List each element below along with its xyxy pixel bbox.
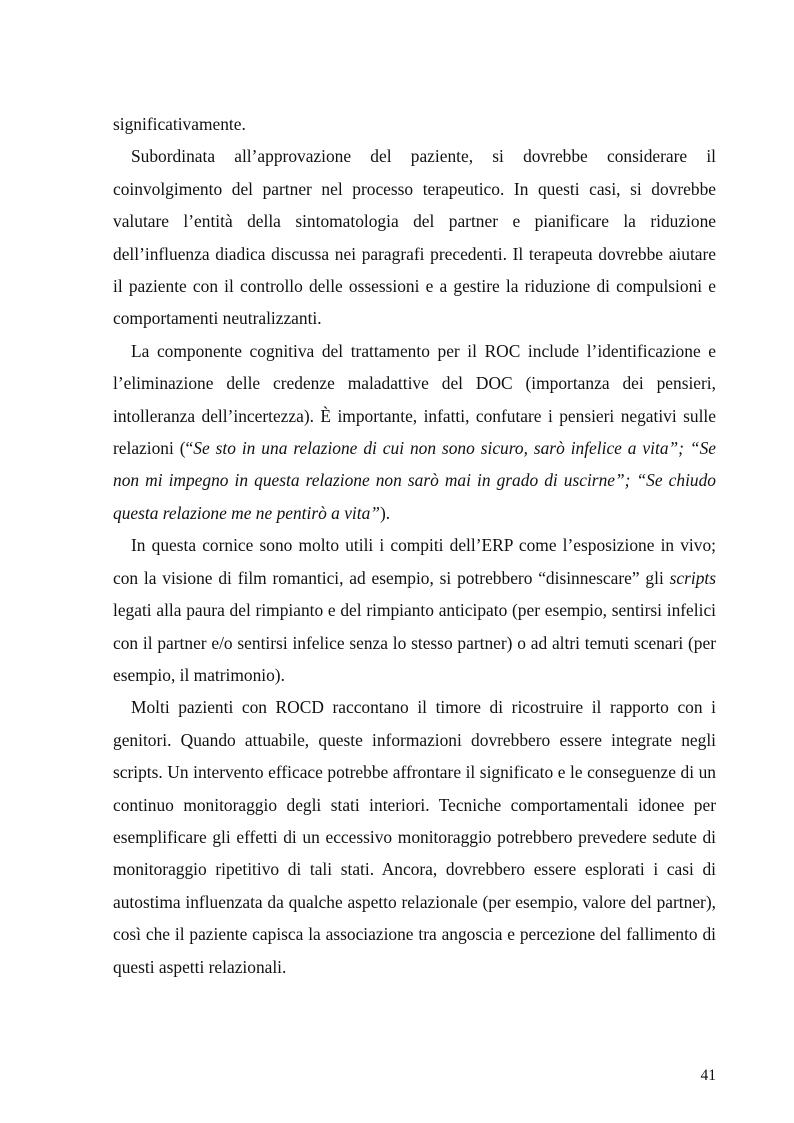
- text-run: significativamente.: [113, 114, 246, 134]
- text-run: legati alla paura del rimpianto e del rimpianto anticipato (per esempio, sentirsi infelici con il partner e/o sentirsi infelice senza lo stesso partner) o ad altri temuti scenari (per esempio, il matrimonio).: [113, 600, 716, 685]
- italic-quote: Se sto in una relazione di cui non sono sicuro, sarò infelice a vita”; “Se non mi impegno in questa relazione non sarò mai in grado di uscirne”; “Se chiudo questa relazione me ne pentirò a vita”: [113, 438, 716, 523]
- page-body: [113, 108, 716, 983]
- page-number: 41: [700, 1067, 716, 1084]
- text-run: In questa cornice sono molto utili i compiti dell’ERP come l’esposizione in vivo; con la visione di film romantici, ad esempio, si potrebbero “disinnescare” gli: [113, 535, 716, 588]
- text-run: Molti pazienti con ROCD raccontano il timore di ricostruire il rapporto con i genitori. Quando attuabile, queste informazioni dovrebbero essere integrate negli scripts. Un intervento efficace potrebbe affrontare il significato e le conseguenze di un continuo monitoraggio degli stati interiori. Tecniche comportamentali idonee per esemplificare gli effetti di un eccessivo monitoraggio potrebbero prevedere sedute di monitoraggio ripetitivo di tali stati. Ancora, dovrebbero essere esplorati i casi di autostima influenzata da qualche aspetto relazionale (per esempio, valore del partner), così che il paziente capisca la associazione tra angoscia e percezione del fallimento di questi aspetti relazionali.: [113, 697, 716, 977]
- text-run: ).: [379, 502, 391, 523]
- text-run: Subordinata all’approvazione del paziente, si dovrebbe considerare il coinvolgimento del partner nel processo terapeutico. In questi casi, si dovrebbe valutare l’entità della sintomatologia del partner e pianificare la riduzione dell’influenza diadica discussa nei paragrafi precedenti. Il terapeuta dovrebbe aiutare il paziente con il controllo delle ossessioni e a gestire la riduzione di compulsioni e comportamenti neutralizzanti.: [113, 146, 716, 329]
- paragraph-4: [113, 529, 716, 691]
- italic-term: scripts: [669, 567, 716, 588]
- paragraph-3: [113, 335, 716, 529]
- paragraph-2: [113, 140, 716, 334]
- text-run: La componente cognitiva del trattamento per il ROC include l’identificazione e l’eliminazione delle credenze maladattive del DOC (importanza dei pensieri, intolleranza dell’incertezza). È importante, infatti, confutare i pensieri negativi sulle relazioni (“: [113, 340, 716, 459]
- paragraph-1: [113, 108, 716, 140]
- paragraph-5: [113, 691, 716, 983]
